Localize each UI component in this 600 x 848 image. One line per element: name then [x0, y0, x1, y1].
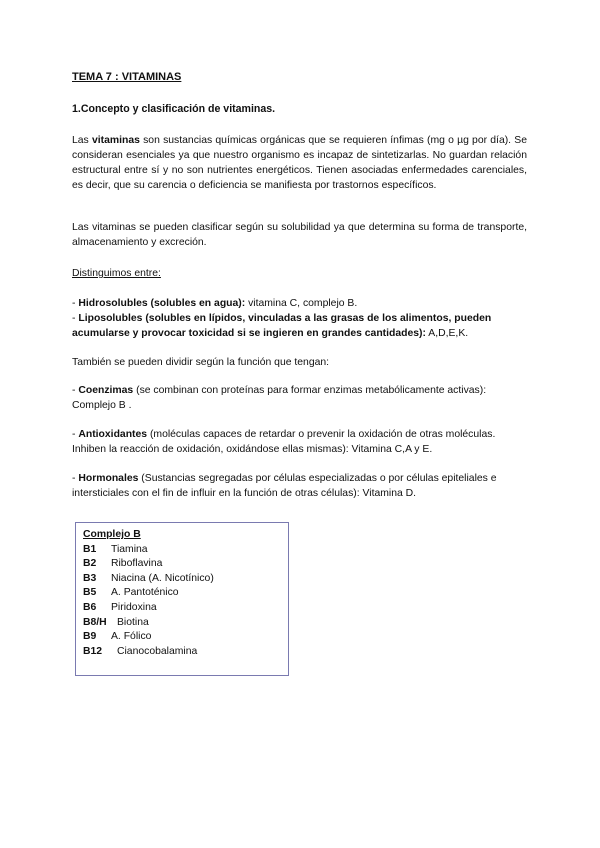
complex-b-row: B1 Tiamina	[83, 543, 148, 555]
complex-b-row: B8/H Biotina	[83, 616, 149, 628]
function-item-coenzimas: - Coenzimas (se combinan con proteínas para formar enzimas metabólicamente activas): Complejo B .	[72, 385, 487, 411]
complex-b-box	[75, 522, 289, 676]
function-intro: También se pueden dividir según la función que tengan:	[72, 357, 330, 368]
distinguish-label: Distinguimos entre:	[72, 268, 161, 279]
complex-b-row: B9 A. Fólico	[83, 631, 152, 643]
solubility-item-liposolubles: - Liposolubles (solubles en lípidos, vinculadas a las grasas de los alimentos, pueden acumularse y provocar toxicidad si se ingieren en grandes cantidades): A,D,E,K.	[72, 313, 492, 339]
complex-b-row: B6 Piridoxina	[83, 601, 157, 613]
vitaminas-term: vitaminas	[91, 135, 140, 146]
complex-b-row: B12 Cianocobalamina	[83, 645, 198, 657]
function-item-hormonales: - Hormonales (Sustancias segregadas por células especializadas o por células epiteliales e intersticiales con el fin de influir en la función de otras células): Vitamina D.	[72, 473, 497, 499]
document-title: TEMA 7 : VITAMINAS	[72, 71, 182, 83]
complex-b-row: B3 Niacina (A. Nicotínico)	[83, 572, 214, 584]
complex-b-row: B5 A. Pantoténico	[83, 587, 179, 599]
classification-paragraph: Las vitaminas se pueden clasificar según su solubilidad ya que determina su forma de transporte, almacenamiento y excreción.	[72, 222, 527, 248]
function-item-antioxidantes: - Antioxidantes (moléculas capaces de retardar o prevenir la oxidación de otras moléculas. Inhiben la reacción de oxidación, oxidándose ellas mismas): Vitamina C,A y E.	[72, 429, 496, 455]
intro-paragraph: Las vitaminas son sustancias químicas orgánicas que se requieren ínfimas (mg o µg por día). Se consideran esenciales ya que nuestro organismo es incapaz de sintetizarlas. No guardan relación estructural entre sí y no son nutrientes energéticos. Tienen asociadas enfermedades carenciales, es decir, que su carencia o deficiencia se manifiesta por trastornos específicos.	[72, 135, 527, 191]
complex-b-heading: Complejo B	[83, 529, 141, 540]
section-heading: 1.Concepto y clasificación de vitaminas.	[72, 103, 276, 115]
complex-b-row: B2 Riboflavina	[83, 558, 163, 570]
solubility-item-hidrosolubles: - Hidrosolubles (solubles en agua): vitamina C, complejo B.	[72, 298, 358, 309]
